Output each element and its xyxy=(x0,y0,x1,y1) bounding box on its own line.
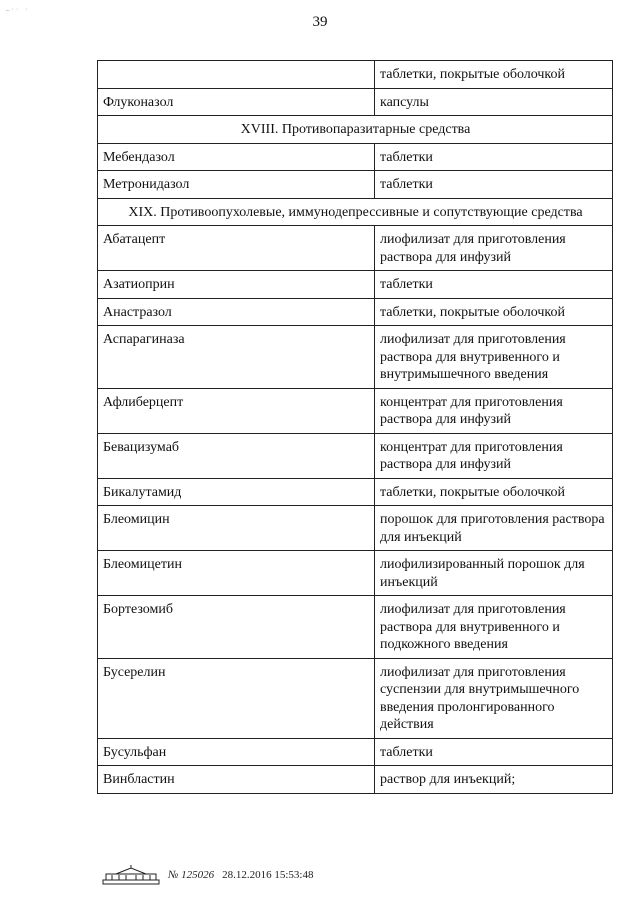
drug-row xyxy=(98,171,613,199)
dosage-form-cell: концентрат для приготовления раствора для инфузий xyxy=(375,433,613,478)
section-title: XVIII. Противопаразитарные средства xyxy=(98,116,613,144)
drug-name-cell: Винбластин xyxy=(98,766,375,794)
dosage-form-cell: таблетки xyxy=(375,143,613,171)
drug-name-cell: Бортезомиб xyxy=(98,596,375,659)
drug-row xyxy=(98,506,613,551)
dosage-form-cell: таблетки, покрытые оболочкой xyxy=(375,478,613,506)
drug-row xyxy=(98,658,613,738)
registration-datetime: 28.12.2016 15:53:48 xyxy=(222,869,314,881)
dosage-form-cell: раствор для инъекций; xyxy=(375,766,613,794)
drug-table xyxy=(97,60,613,794)
dosage-form-cell: лиофилизат для приготовления раствора для внутривенного и внутримышечного введения xyxy=(375,326,613,389)
drug-row xyxy=(98,388,613,433)
dosage-form-cell: таблетки xyxy=(375,171,613,199)
drug-row xyxy=(98,326,613,389)
drug-row xyxy=(98,596,613,659)
drug-row xyxy=(98,88,613,116)
drug-row xyxy=(98,478,613,506)
dosage-form-cell: таблетки, покрытые оболочкой xyxy=(375,298,613,326)
drug-name-cell: Азатиоприн xyxy=(98,271,375,299)
drug-name-cell: Метронидазол xyxy=(98,171,375,199)
drug-name-cell: Блеомицин xyxy=(98,506,375,551)
drug-row xyxy=(98,298,613,326)
drug-name-cell: Анастразол xyxy=(98,298,375,326)
drug-row xyxy=(98,61,613,89)
drug-name-cell: Аспарагиназа xyxy=(98,326,375,389)
drug-name-cell: Абатацепт xyxy=(98,226,375,271)
dosage-form-cell: таблетки xyxy=(375,738,613,766)
registration-number: № 125026 xyxy=(168,869,215,881)
dosage-form-cell: лиофилизат для приготовления раствора для инфузий xyxy=(375,226,613,271)
section-title: XIX. Противоопухолевые, иммунодепрессивные и сопутствующие средства xyxy=(98,198,613,226)
section-header-row xyxy=(98,198,613,226)
dosage-form-cell: капсулы xyxy=(375,88,613,116)
drug-name-cell: Флуконазол xyxy=(98,88,375,116)
document-footer xyxy=(102,864,314,886)
drug-name-cell: Бусерелин xyxy=(98,658,375,738)
drug-row xyxy=(98,551,613,596)
building-emblem-icon xyxy=(102,865,160,885)
dosage-form-cell: порошок для приготовления раствора для инъекций xyxy=(375,506,613,551)
drug-name-cell: Блеомицетин xyxy=(98,551,375,596)
drug-row xyxy=(98,766,613,794)
dosage-form-cell: лиофилизированный порошок для инъекций xyxy=(375,551,613,596)
dosage-form-cell: таблетки xyxy=(375,271,613,299)
dosage-form-cell: таблетки, покрытые оболочкой xyxy=(375,61,613,89)
drug-name-cell: Мебендазол xyxy=(98,143,375,171)
scan-corner-mark: …·· · xyxy=(6,6,30,13)
drug-name-cell: Бусульфан xyxy=(98,738,375,766)
drug-row xyxy=(98,143,613,171)
dosage-form-cell: концентрат для приготовления раствора для инфузий xyxy=(375,388,613,433)
dosage-form-cell: лиофилизат для приготовления раствора для внутривенного и подкожного введения xyxy=(375,596,613,659)
drug-name-cell xyxy=(98,61,375,89)
section-header-row xyxy=(98,116,613,144)
drug-row xyxy=(98,271,613,299)
dosage-form-cell: лиофилизат для приготовления суспензии для внутримышечного введения пролонгированного действия xyxy=(375,658,613,738)
drug-row xyxy=(98,433,613,478)
drug-name-cell: Афлиберцепт xyxy=(98,388,375,433)
drug-table-body xyxy=(98,61,613,794)
drug-row xyxy=(98,738,613,766)
drug-name-cell: Бевацизумаб xyxy=(98,433,375,478)
drug-name-cell: Бикалутамид xyxy=(98,478,375,506)
drug-row xyxy=(98,226,613,271)
page-number: 39 xyxy=(312,14,328,30)
